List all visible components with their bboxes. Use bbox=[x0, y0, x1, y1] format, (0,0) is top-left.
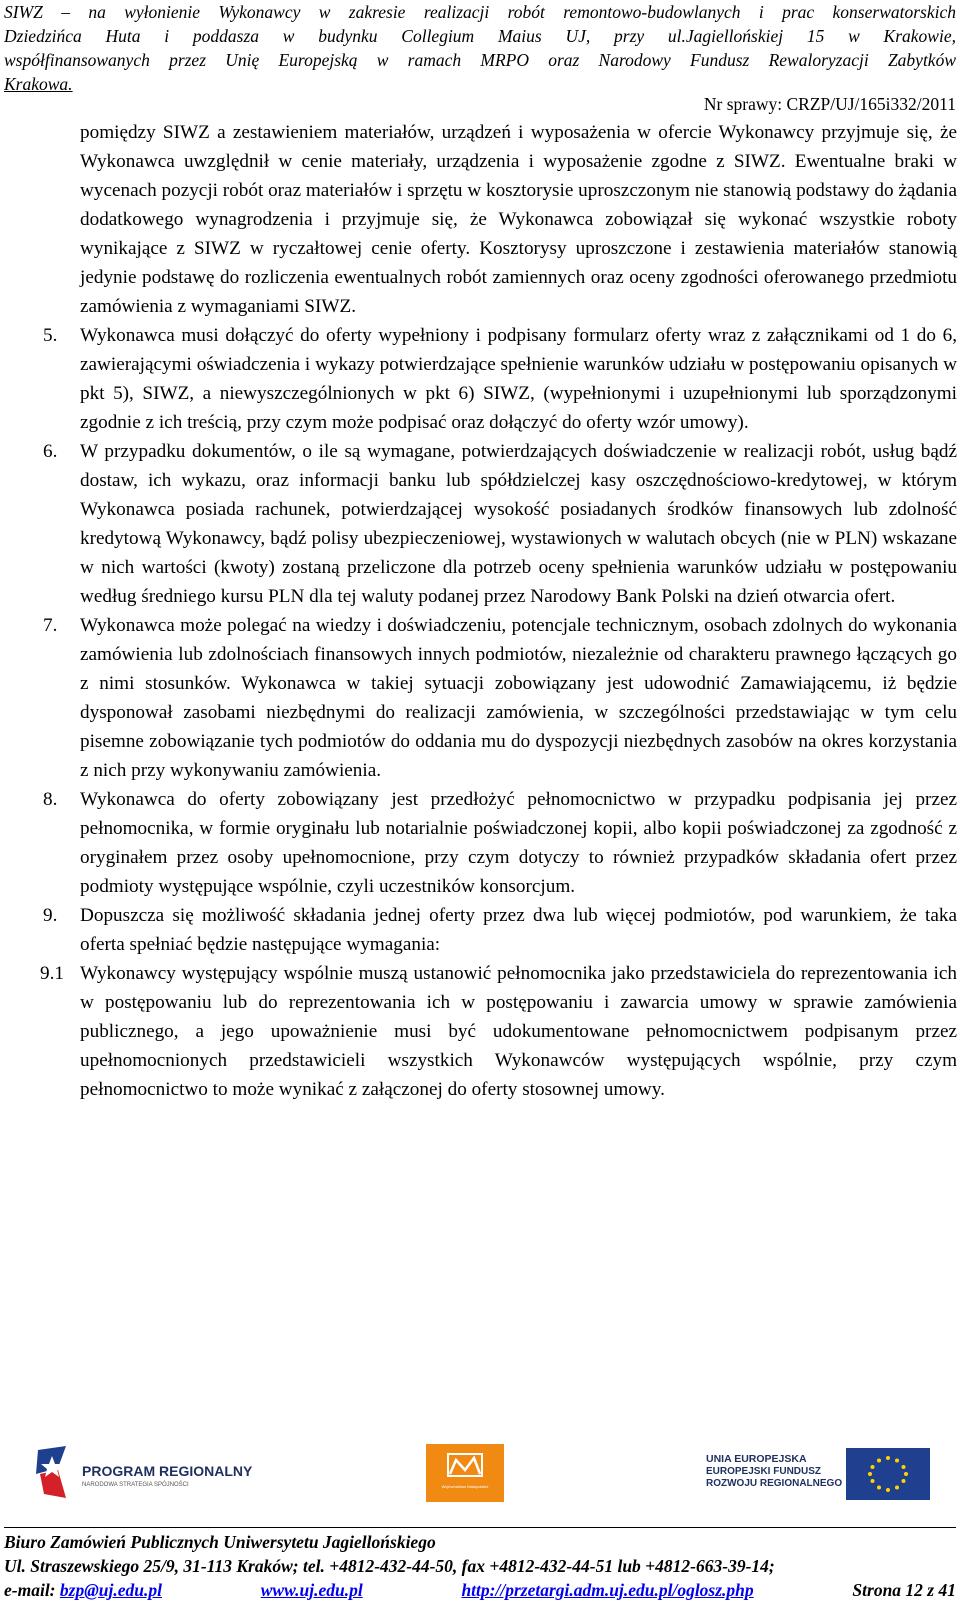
paragraph-text: Dopuszcza się możliwość składania jednej oferty przez dwa lub więcej podmiotów, pod warunkiem, że taka oferta spełniać będzie następujące wymagania: bbox=[80, 905, 957, 955]
paragraph-number: 5. bbox=[43, 325, 58, 346]
paragraph-7 bbox=[43, 611, 957, 785]
paragraph-intro: pomiędzy SIWZ a zestawieniem materiałów, urządzeń i wyposażenia w ofercie Wykonawcy przyjmuje się, że Wykonawca uwzględnił w cenie materiały, urządzenia i wyposażenie zgodne z SIWZ. Ewentualne braki w wycenach pozycji robót oraz materiałów i sprzętu w kosztorysie uproszczonym nie stanowią podstawy do żądania dodatkowego wynagrodzenia i przyjmuje się, że Wykonawca zobowiązał się wykonać wszystkie roboty wynikające z SIWZ w ryczałtowej cenie oferty. Kosztorysy uproszczone i zestawienia materiałów stanowią jedynie podstawę do rozliczenia ewentualnych robót zamiennych oraz oceny zgodności oferowanego przedmiotu zamówienia z wymaganiami SIWZ. bbox=[80, 122, 958, 317]
paragraph-text: Wykonawcy występujący wspólnie muszą ustanowić pełnomocnika jako przedstawiciela do reprezentowania ich w postępowaniu lub do reprezentowania ich w postępowaniu i zawarcia umowy w sprawie zamówienia publicznego, a jego upoważnienie musi być udokumentowane pełnomocnictwem podpisanym przez upełnomocnionych przedstawicieli wszystkich Wykonawców występujących wspólnie, przy czym pełnomocnictwo to może wynikać z załączonej do oferty stosownej umowy. bbox=[80, 963, 957, 1100]
program-regionalny-logo bbox=[36, 1444, 266, 1500]
footer-site-link[interactable]: www.uj.edu.pl bbox=[260, 1580, 363, 1600]
header-line-2: Dziedzińca Huta i poddasza w budynku Collegium Maius UJ, przy ul.Jagiellońskiej 15 w Krakowie, bbox=[4, 26, 956, 46]
page-footer bbox=[4, 1527, 956, 1602]
paragraph-5 bbox=[43, 321, 957, 437]
logo-right-line-1: UNIA EUROPEJSKA bbox=[706, 1453, 807, 1465]
document-body bbox=[40, 118, 958, 1104]
page-header bbox=[4, 0, 956, 96]
funding-logos bbox=[0, 1444, 960, 1508]
case-number: Nr sprawy: CRZP/UJ/165i332/2011 bbox=[703, 94, 956, 114]
paragraph-number: 9. bbox=[43, 905, 58, 926]
logo-mid-text: Województwo Małopolskie bbox=[441, 1484, 489, 1489]
paragraph-number: 8. bbox=[43, 789, 58, 810]
paragraph-8 bbox=[43, 785, 957, 901]
paragraph-9-1 bbox=[40, 959, 957, 1104]
paragraph-9 bbox=[43, 901, 957, 959]
footer-email-group bbox=[4, 1578, 162, 1602]
paragraph-number: 6. bbox=[43, 441, 58, 462]
footer-email-label: e-mail: bbox=[4, 1580, 56, 1600]
paragraph-text: Wykonawca do oferty zobowiązany jest przedłożyć pełnomocnictwo w przypadku podpisania jej przez pełnomocnika, w formie oryginału lub notarialnie poświadczonej kopii, albo kopii poświadczonej za zgodność z oryginałem przez osoby upełnomocnione, przy czym dotyczy to również przypadków składania ofert przez podmioty występujące wspólnie, czyli uczestników konsorcjum. bbox=[80, 789, 957, 897]
logo-right-line-3: ROZWOJU REGIONALNEGO bbox=[706, 1478, 843, 1489]
footer-email-link[interactable]: bzp@uj.edu.pl bbox=[59, 1580, 162, 1600]
paragraph-number: 7. bbox=[43, 615, 58, 636]
page-number: Strona 12 z 41 bbox=[852, 1580, 956, 1600]
footer-address: Ul. Straszewskiego 25/9, 31-113 Kraków; tel. +4812-432-44-50, fax +4812-432-44-51 lub +4812-663-39-14; bbox=[4, 1556, 775, 1576]
paragraph-text: Wykonawca musi dołączyć do oferty wypełniony i podpisany formularz oferty wraz z załącznikami od 1 do 6, zawierającymi oświadczenia i wykazy potwierdzające spełnienie warunków udziału w postępowaniu opisanych w pkt 5), SIWZ, a niewyszczególnionych w pkt 6) SIWZ, (wypełnionymi i uzupełnionymi lub sporządzonymi zgodnie z ich treścią, przy czym może podpisać oraz dołączyć do oferty wzór umowy). bbox=[80, 325, 957, 433]
header-line-1: SIWZ – na wyłonienie Wykonawcy w zakresie realizacji robót remontowo-budowlanych i prac konserwatorskich bbox=[4, 2, 956, 22]
paragraph-text: Wykonawca może polegać na wiedzy i doświadczeniu, potencjale technicznym, osobach zdolnych do wykonania zamówienia lub zdolnościach finansowych innych podmiotów, niezależnie od charakteru prawnego łączących go z nimi stosunków. Wykonawca w takiej sytuacji zobowiązany jest udowodnić Zamawiającemu, iż będzie dysponował zasobami niezbędnymi do realizacji zamówienia, w szczególności przedstawiając w tym celu pisemne zobowiązanie tych podmiotów do oddania mu do dyspozycji niezbędnych zasobów na okres korzystania z nich przy wykonywaniu zamówienia. bbox=[80, 615, 957, 781]
malopolska-emblem-icon bbox=[426, 1444, 504, 1502]
paragraph-6 bbox=[43, 437, 957, 611]
footer-tender-link[interactable]: http://przetargi.adm.uj.edu.pl/oglosz.php bbox=[461, 1580, 754, 1600]
header-line-3: współfinansowanych przez Unię Europejską w ramach MRPO oraz Narodowy Fundusz Rewaloryzacji Zabytków bbox=[4, 50, 956, 70]
paragraph-text: W przypadku dokumentów, o ile są wymagane, potwierdzających doświadczenie w realizacji robót, usług bądź dostaw, ich wykazu, oraz informacji banku lub spółdzielczej kasy oszczędnościowo-kredytowej, w którym Wykonawca posiada rachunek, potwierdzającej wysokość posiadanych środków finansowych lub zdolność kredytową Wykonawcy, bądź polisy ubezpieczeniowej, wystawionych w walutach obcych (nie w PLN) wskazane w nich wartości (kwoty) zostaną przeliczone dla potrzeb oceny spełnienia warunków udziału w postępowaniu według średniego kursu PLN dla tej waluty podanej przez Narodowy Bank Polski na dzień otwarcia ofert. bbox=[80, 441, 957, 607]
footer-office: Biuro Zamówień Publicznych Uniwersytetu Jagiellońskiego bbox=[4, 1532, 436, 1552]
logo-left-subtitle: NARODOWA STRATEGIA SPÓJNOŚCI bbox=[82, 1482, 189, 1488]
footer-links bbox=[4, 1578, 956, 1602]
logo-left-title: PROGRAM REGIONALNY bbox=[82, 1463, 253, 1479]
eu-flag-icon bbox=[846, 1448, 930, 1500]
logo-right-line-2: EUROPEJSKI FUNDUSZ bbox=[706, 1466, 822, 1477]
eu-logo bbox=[706, 1444, 932, 1502]
header-line-4: Krakowa. bbox=[4, 74, 73, 94]
malopolska-logo bbox=[426, 1444, 504, 1502]
paragraph-number: 9.1 bbox=[40, 963, 64, 984]
